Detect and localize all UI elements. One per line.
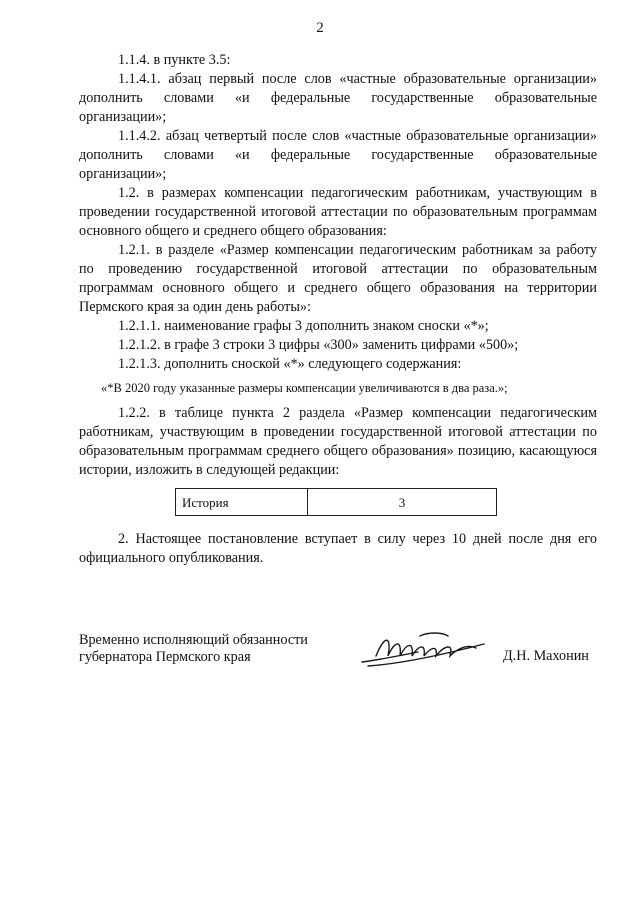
subject-table [175,488,497,516]
table-cell-value: 3 [308,489,497,516]
paragraph-1-1-4: 1.1.4. в пункте 3.5: [118,52,231,68]
paragraph-1-2: 1.2. в размерах компенсации педагогическим работникам, участвующим в проведении государственной итоговой аттестации по образовательным программам основного общего и среднего общего образования: [79,185,597,239]
signatory-title-line-2: губернатора Пермского края [79,649,251,665]
footnote-text: «*В 2020 году указанные размеры компенсации увеличиваются в два раза.»; [101,381,508,395]
signatory-name: Д.Н. Махонин [503,648,589,664]
paragraph-1-2-1-3: 1.2.1.3. дополнить сноской «*» следующего содержания: [118,356,462,372]
table-row [176,489,497,516]
paragraph-1-2-1-2: 1.2.1.2. в графе 3 строки 3 цифры «300» заменить цифрами «500»; [118,337,519,353]
signatory-title [79,632,308,666]
paragraph-1-2-1: 1.2.1. в разделе «Размер компенсации педагогическим работникам за работу по проведению государственной итоговой аттестации по образовательным программам основного общего и среднего общего образования на территории Пермского края за один день работы»: [79,242,597,315]
paragraph-1-1-4-1: 1.1.4.1. абзац первый после слов «частные образовательные организации» дополнить словами «и федеральные государственные образовательные организации»; [79,71,597,125]
paragraph-2: 2. Настоящее постановление вступает в силу через 10 дней после дня его официального опубликования. [79,531,597,566]
document-body [79,51,597,568]
signatory-title-line-1: Временно исполняющий обязанности [79,632,308,648]
handwritten-signature [358,626,488,672]
page-number: 2 [316,20,324,36]
table-cell-subject: История [176,489,308,516]
paragraph-1-2-2: 1.2.2. в таблице пункта 2 раздела «Размер компенсации педагогическим работникам, участвующим в проведении государственной итоговой аттестации по образовательным программам среднего общего образования» позицию, касающуюся истории, изложить в следующей редакции: [79,405,597,478]
paragraph-1-2-1-1: 1.2.1.1. наименование графы 3 дополнить знаком сноски «*»; [118,318,489,334]
paragraph-1-1-4-2: 1.1.4.2. абзац четвертый после слов «частные образовательные организации» дополнить словами «и федеральные государственные образовательные организации»; [79,128,597,182]
